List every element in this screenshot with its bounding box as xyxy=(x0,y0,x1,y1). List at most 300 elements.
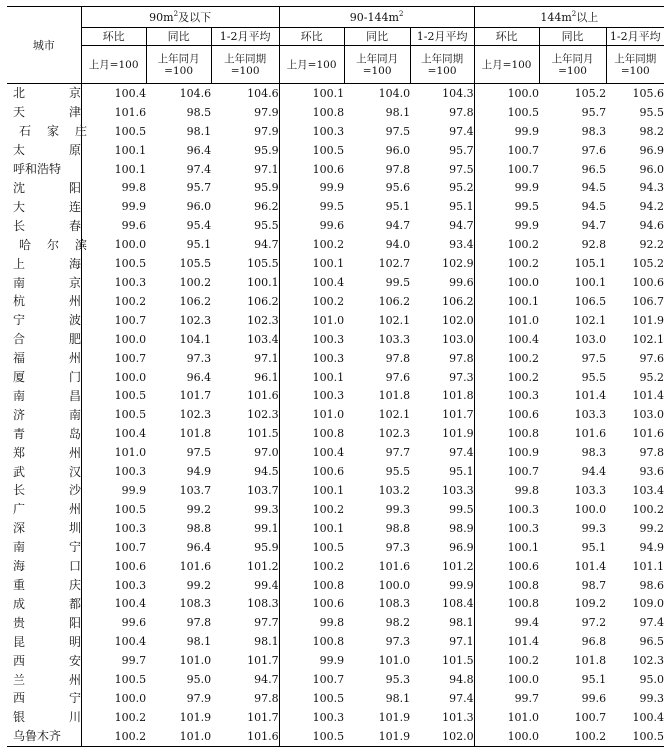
table-row xyxy=(7,387,664,406)
value-cell: 96.8 xyxy=(581,635,607,649)
value-cell: 100.1 xyxy=(474,292,539,311)
table-row xyxy=(7,141,664,160)
value-cell: 102.3 xyxy=(632,654,664,668)
value-cell: 100.6 xyxy=(474,405,539,424)
city-name: 上 海 xyxy=(13,256,81,271)
value-cell: 95.1 xyxy=(581,673,607,687)
value-cell: 100.8 xyxy=(474,576,539,595)
city-name: 太 原 xyxy=(13,143,81,158)
table-row xyxy=(7,368,664,387)
value-cell: 94.9 xyxy=(639,540,664,554)
value-cell: 99.5 xyxy=(385,276,411,290)
value-cell: 103.4 xyxy=(632,483,664,497)
value-cell: 100.6 xyxy=(81,557,146,576)
value-cell: 95.2 xyxy=(449,181,474,195)
value-cell: 95.7 xyxy=(186,181,212,195)
table-row xyxy=(7,708,664,727)
base-line: =100 xyxy=(620,64,650,77)
value-cell: 95.5 xyxy=(254,219,279,233)
table-row xyxy=(7,292,664,311)
base-line: 上月=100 xyxy=(286,58,337,71)
city-cell xyxy=(7,368,81,387)
table-row xyxy=(7,235,664,254)
city-cell xyxy=(7,160,81,179)
value-cell: 102.3 xyxy=(378,427,411,441)
value-cell: 100.2 xyxy=(474,235,539,254)
value-cell: 102.3 xyxy=(247,408,279,422)
value-cell: 101.3 xyxy=(442,710,474,724)
city-cell xyxy=(7,462,81,481)
value-cell: 97.9 xyxy=(254,105,279,119)
value-cell: 99.5 xyxy=(449,502,474,516)
city-cell xyxy=(7,576,81,595)
value-cell: 95.7 xyxy=(581,105,607,119)
value-cell: 101.7 xyxy=(247,710,279,724)
group-label: 90m xyxy=(149,10,174,24)
value-cell: 95.0 xyxy=(639,673,664,687)
value-cell: 100.6 xyxy=(279,462,344,481)
value-cell: 100.3 xyxy=(81,576,146,595)
value-cell: 101.8 xyxy=(574,654,607,668)
value-cell: 100.5 xyxy=(606,727,664,746)
city-name: 南 京 xyxy=(13,275,81,290)
value-cell: 96.0 xyxy=(639,162,664,176)
value-cell: 101.8 xyxy=(442,389,474,403)
city-cell xyxy=(7,538,81,557)
city-cell xyxy=(7,424,81,443)
value-cell: 100.0 xyxy=(474,727,539,746)
value-cell: 102.1 xyxy=(378,313,411,327)
value-cell: 102.1 xyxy=(574,313,607,327)
sub-header-mom: 环比 xyxy=(81,28,146,46)
value-cell: 101.7 xyxy=(247,654,279,668)
base-line: 上年同期 xyxy=(224,52,267,65)
table-row xyxy=(7,651,664,670)
table-row xyxy=(7,216,664,235)
value-cell: 105.5 xyxy=(247,257,279,271)
city-cell xyxy=(7,500,81,519)
value-cell: 96.0 xyxy=(186,200,212,214)
sub-header-yoy: 同比 xyxy=(146,28,211,46)
value-cell: 108.3 xyxy=(378,597,411,611)
value-cell: 103.3 xyxy=(574,408,607,422)
city-cell xyxy=(7,254,81,273)
table-row xyxy=(7,670,664,689)
value-cell: 95.1 xyxy=(385,200,411,214)
group-sup: 2 xyxy=(398,9,404,18)
city-name: 郑 州 xyxy=(13,445,81,460)
value-cell: 104.6 xyxy=(179,86,212,100)
value-cell: 100.1 xyxy=(279,84,344,103)
value-cell: 99.2 xyxy=(186,502,212,516)
value-cell: 101.0 xyxy=(81,443,146,462)
city-cell xyxy=(7,179,81,198)
value-cell: 100.7 xyxy=(81,538,146,557)
group-header-small xyxy=(81,7,279,28)
value-cell: 99.9 xyxy=(474,216,539,235)
value-cell: 104.3 xyxy=(442,86,474,100)
value-cell: 101.6 xyxy=(179,559,212,573)
value-cell: 100.2 xyxy=(81,727,146,746)
value-cell: 100.7 xyxy=(474,160,539,179)
value-cell: 99.2 xyxy=(639,521,664,535)
city-cell xyxy=(7,197,81,216)
value-cell: 100.5 xyxy=(474,103,539,122)
value-cell: 97.3 xyxy=(449,370,474,384)
base-line: =100 xyxy=(427,64,457,77)
value-cell: 94.3 xyxy=(639,181,664,195)
value-cell: 99.9 xyxy=(279,651,344,670)
value-cell: 99.9 xyxy=(449,578,474,592)
table-body xyxy=(7,84,664,747)
city-name: 呼和浩特 xyxy=(13,162,62,177)
city-name: 广 州 xyxy=(13,502,81,517)
group-header-large xyxy=(474,7,664,28)
value-cell: 100.3 xyxy=(474,500,539,519)
value-cell: 100.6 xyxy=(279,594,344,613)
value-cell: 102.1 xyxy=(632,332,664,346)
value-cell: 100.8 xyxy=(279,576,344,595)
value-cell: 101.5 xyxy=(442,654,474,668)
value-cell: 100.1 xyxy=(474,538,539,557)
value-cell: 100.3 xyxy=(279,122,344,141)
city-cell xyxy=(7,387,81,406)
value-cell: 101.0 xyxy=(279,405,344,424)
value-cell: 101.2 xyxy=(442,559,474,573)
value-cell: 97.3 xyxy=(385,635,411,649)
value-cell: 101.4 xyxy=(574,559,607,573)
city-name: 杭 州 xyxy=(13,294,81,309)
value-cell: 99.9 xyxy=(81,197,146,216)
table-row xyxy=(7,613,664,632)
city-cell xyxy=(7,292,81,311)
value-cell: 100.4 xyxy=(81,594,146,613)
value-cell: 97.8 xyxy=(639,446,664,460)
city-name: 昆 明 xyxy=(13,634,81,649)
value-cell: 102.9 xyxy=(442,257,474,271)
value-cell: 100.6 xyxy=(474,557,539,576)
value-cell: 95.0 xyxy=(186,673,212,687)
value-cell: 101.0 xyxy=(179,654,212,668)
city-cell xyxy=(7,651,81,670)
value-cell: 101.6 xyxy=(247,389,279,403)
city-name: 银 川 xyxy=(13,710,81,725)
value-cell: 101.9 xyxy=(179,710,212,724)
value-cell: 99.6 xyxy=(581,691,607,705)
value-cell: 95.3 xyxy=(385,673,411,687)
value-cell: 96.5 xyxy=(639,635,664,649)
value-cell: 100.4 xyxy=(279,273,344,292)
value-cell: 100.2 xyxy=(474,254,539,273)
city-name: 海 口 xyxy=(13,559,81,574)
value-cell: 101.6 xyxy=(632,427,664,441)
value-cell: 94.7 xyxy=(254,673,279,687)
value-cell: 100.0 xyxy=(81,330,146,349)
value-cell: 100.8 xyxy=(279,424,344,443)
table-row xyxy=(7,197,664,216)
value-cell: 101.6 xyxy=(574,427,607,441)
city-cell xyxy=(7,481,81,500)
value-cell: 103.0 xyxy=(442,332,474,346)
city-name: 兰 州 xyxy=(13,672,81,687)
city-name: 长 春 xyxy=(13,218,81,233)
table-row xyxy=(7,443,664,462)
city-name: 厦 门 xyxy=(13,370,81,385)
value-cell: 96.1 xyxy=(254,370,279,384)
value-cell: 101.0 xyxy=(378,654,411,668)
value-cell: 100.7 xyxy=(474,141,539,160)
value-cell: 97.6 xyxy=(581,143,607,157)
value-cell: 100.1 xyxy=(279,481,344,500)
value-cell: 100.1 xyxy=(279,368,344,387)
value-cell: 98.6 xyxy=(639,578,664,592)
value-cell: 106.2 xyxy=(378,294,411,308)
value-cell: 92.2 xyxy=(639,238,664,252)
value-cell: 94.6 xyxy=(639,219,664,233)
value-cell: 99.9 xyxy=(474,179,539,198)
value-cell: 97.8 xyxy=(254,691,279,705)
value-cell: 100.2 xyxy=(539,727,606,746)
value-cell: 100.2 xyxy=(179,276,212,290)
value-cell: 95.4 xyxy=(186,219,212,233)
value-cell: 98.3 xyxy=(581,446,607,460)
value-cell: 101.7 xyxy=(442,408,474,422)
value-cell: 97.4 xyxy=(449,124,474,138)
value-cell: 100.2 xyxy=(279,557,344,576)
table-row xyxy=(7,576,664,595)
value-cell: 100.3 xyxy=(279,330,344,349)
city-name: 沈 阳 xyxy=(13,180,81,195)
value-cell: 94.5 xyxy=(581,181,607,195)
base-line: 上月=100 xyxy=(481,58,532,71)
value-cell: 99.6 xyxy=(81,216,146,235)
value-cell: 104.1 xyxy=(179,332,212,346)
value-cell: 97.7 xyxy=(254,616,279,630)
city-name: 武 汉 xyxy=(13,464,81,479)
value-cell: 102.3 xyxy=(179,313,212,327)
price-index-table xyxy=(7,6,664,747)
value-cell: 100.4 xyxy=(81,424,146,443)
base-header-mom xyxy=(81,46,146,84)
value-cell: 106.2 xyxy=(247,294,279,308)
value-cell: 97.1 xyxy=(449,635,474,649)
city-column-header: 城市 xyxy=(7,7,81,84)
value-cell: 105.1 xyxy=(574,257,607,271)
value-cell: 97.9 xyxy=(254,124,279,138)
value-cell: 101.7 xyxy=(179,389,212,403)
value-cell: 100.5 xyxy=(81,405,146,424)
value-cell: 95.6 xyxy=(385,181,411,195)
value-cell: 102.7 xyxy=(378,257,411,271)
base-line: =100 xyxy=(362,64,392,77)
value-cell: 106.2 xyxy=(179,294,212,308)
city-name: 宁 波 xyxy=(13,313,81,328)
city-name: 哈 尔 滨 xyxy=(19,237,87,252)
base-line: =100 xyxy=(164,64,194,77)
city-cell xyxy=(7,632,81,651)
city-cell xyxy=(7,519,81,538)
base-header-mom xyxy=(474,46,539,84)
value-cell: 97.4 xyxy=(449,446,474,460)
value-cell: 97.5 xyxy=(385,124,411,138)
value-cell: 99.4 xyxy=(254,578,279,592)
table-row xyxy=(7,594,664,613)
value-cell: 100.5 xyxy=(81,387,146,406)
value-cell: 99.1 xyxy=(254,521,279,535)
value-cell: 101.9 xyxy=(344,727,410,746)
value-cell: 106.7 xyxy=(632,294,664,308)
value-cell: 97.4 xyxy=(186,162,212,176)
base-header-yoy xyxy=(344,46,410,84)
value-cell: 100.2 xyxy=(632,502,664,516)
value-cell: 99.8 xyxy=(474,481,539,500)
base-header-yoy xyxy=(539,46,606,84)
value-cell: 100.0 xyxy=(474,84,539,103)
value-cell: 108.3 xyxy=(247,597,279,611)
value-cell: 100.2 xyxy=(279,235,344,254)
value-cell: 100.3 xyxy=(279,349,344,368)
value-cell: 100.2 xyxy=(474,349,539,368)
table-row xyxy=(7,689,664,708)
city-cell xyxy=(7,122,87,141)
value-cell: 101.9 xyxy=(632,313,664,327)
value-cell: 105.5 xyxy=(179,257,212,271)
value-cell: 98.1 xyxy=(254,635,279,649)
value-cell: 101.4 xyxy=(632,389,664,403)
group-sup: 2 xyxy=(571,9,577,18)
price-index-table-container xyxy=(7,6,664,747)
city-name: 济 南 xyxy=(13,407,81,422)
value-cell: 102.0 xyxy=(410,727,474,746)
value-cell: 98.1 xyxy=(186,124,212,138)
value-cell: 97.8 xyxy=(449,105,474,119)
value-cell: 100.6 xyxy=(632,276,664,290)
table-row xyxy=(7,557,664,576)
value-cell: 101.4 xyxy=(574,389,607,403)
value-cell: 99.3 xyxy=(385,502,411,516)
base-line: 上年同期 xyxy=(614,52,657,65)
table-row xyxy=(7,84,664,103)
value-cell: 100.3 xyxy=(474,519,539,538)
value-cell: 98.1 xyxy=(385,105,411,119)
city-name: 合 肥 xyxy=(13,332,81,347)
value-cell: 100.6 xyxy=(279,160,344,179)
table-row xyxy=(7,160,664,179)
value-cell: 95.5 xyxy=(639,105,664,119)
city-cell xyxy=(7,443,81,462)
value-cell: 106.5 xyxy=(574,294,607,308)
value-cell: 95.1 xyxy=(449,465,474,479)
value-cell: 97.4 xyxy=(639,616,664,630)
value-cell: 103.3 xyxy=(378,332,411,346)
city-name: 大 连 xyxy=(13,199,81,214)
value-cell: 97.6 xyxy=(385,370,411,384)
city-cell xyxy=(7,613,81,632)
value-cell: 100.3 xyxy=(81,519,146,538)
value-cell: 100.7 xyxy=(474,462,539,481)
value-cell: 100.5 xyxy=(279,538,344,557)
value-cell: 101.2 xyxy=(247,559,279,573)
value-cell: 98.5 xyxy=(186,105,212,119)
table-row xyxy=(7,632,664,651)
base-line: =100 xyxy=(558,64,587,77)
value-cell: 97.3 xyxy=(186,351,212,365)
city-name: 成 都 xyxy=(13,596,81,611)
value-cell: 103.3 xyxy=(574,483,607,497)
value-cell: 99.3 xyxy=(581,521,607,535)
city-name: 贵 阳 xyxy=(13,615,81,630)
value-cell: 100.4 xyxy=(632,710,664,724)
city-name: 乌鲁木齐 xyxy=(13,729,62,744)
value-cell: 99.5 xyxy=(474,197,539,216)
value-cell: 108.4 xyxy=(442,597,474,611)
value-cell: 100.3 xyxy=(279,708,344,727)
value-cell: 101.0 xyxy=(146,727,211,746)
value-cell: 100.2 xyxy=(279,500,344,519)
value-cell: 103.7 xyxy=(247,483,279,497)
city-name: 西 安 xyxy=(13,653,81,668)
value-cell: 94.0 xyxy=(385,238,411,252)
value-cell: 100.1 xyxy=(279,254,344,273)
value-cell: 95.9 xyxy=(254,143,279,157)
value-cell: 97.3 xyxy=(385,540,411,554)
value-cell: 99.6 xyxy=(449,276,474,290)
city-cell xyxy=(7,727,81,746)
table-row xyxy=(7,311,664,330)
table-row xyxy=(7,519,664,538)
value-cell: 100.5 xyxy=(81,500,146,519)
value-cell: 100.0 xyxy=(81,368,146,387)
value-cell: 93.4 xyxy=(449,238,474,252)
value-cell: 93.6 xyxy=(639,465,664,479)
value-cell: 97.8 xyxy=(385,351,411,365)
group-suffix: 及以下 xyxy=(178,10,212,24)
value-cell: 105.2 xyxy=(574,86,607,100)
value-cell: 95.7 xyxy=(449,143,474,157)
value-cell: 97.1 xyxy=(254,351,279,365)
value-cell: 95.5 xyxy=(581,370,607,384)
value-cell: 99.6 xyxy=(279,216,344,235)
value-cell: 97.9 xyxy=(186,691,212,705)
value-cell: 98.2 xyxy=(639,124,664,138)
value-cell: 94.9 xyxy=(186,465,212,479)
value-cell: 98.2 xyxy=(385,616,411,630)
value-cell: 99.7 xyxy=(474,689,539,708)
value-cell: 95.1 xyxy=(449,200,474,214)
value-cell: 100.2 xyxy=(81,292,146,311)
sub-header-mom: 环比 xyxy=(474,28,539,46)
value-cell: 99.8 xyxy=(279,613,344,632)
city-name: 石 家 庄 xyxy=(19,124,87,139)
base-header-mom xyxy=(279,46,344,84)
value-cell: 96.0 xyxy=(385,143,411,157)
value-cell: 94.5 xyxy=(254,465,279,479)
value-cell: 101.8 xyxy=(179,427,212,441)
value-cell: 96.5 xyxy=(581,162,607,176)
value-cell: 103.0 xyxy=(632,408,664,422)
value-cell: 101.0 xyxy=(474,708,539,727)
value-cell: 95.1 xyxy=(581,540,607,554)
value-cell: 100.8 xyxy=(474,594,539,613)
city-name: 北 京 xyxy=(13,86,81,101)
value-cell: 100.7 xyxy=(81,311,146,330)
city-cell xyxy=(7,708,81,727)
value-cell: 106.2 xyxy=(442,294,474,308)
table-row xyxy=(7,179,664,198)
value-cell: 109.2 xyxy=(574,597,607,611)
group-suffix: 以上 xyxy=(576,10,599,24)
value-cell: 97.0 xyxy=(254,446,279,460)
